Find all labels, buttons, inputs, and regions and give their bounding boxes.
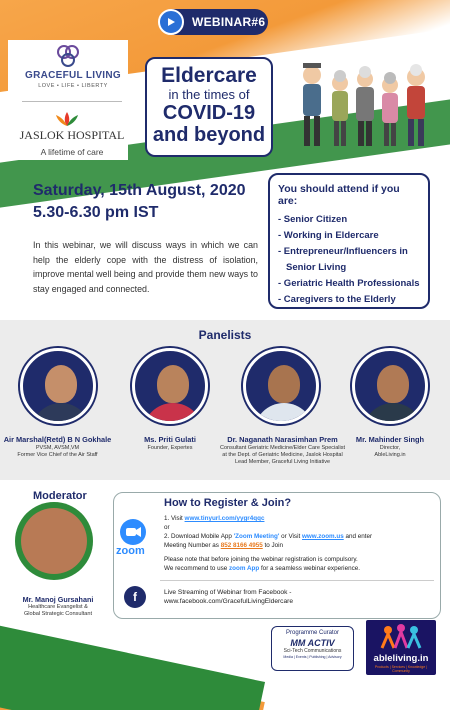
- ableliving-name: ableliving.in: [373, 653, 429, 664]
- attend-heading: You should attend if you are:: [278, 183, 400, 207]
- title-line-4: and beyond: [152, 124, 266, 146]
- panelist-desc: AbleLiving.in: [374, 452, 406, 458]
- curator-title: Programme Curator: [285, 630, 339, 636]
- zoom-app-name: zoom App: [228, 565, 260, 572]
- step-2-line: [164, 533, 372, 540]
- play-icon: [158, 9, 184, 35]
- registration-note: Please note that before joining the webinar registration is compulsory.: [164, 556, 358, 563]
- ableliving-tagline: Products | Services | Knowledge | Community: [374, 665, 428, 673]
- programme-curator-box: [271, 626, 354, 671]
- registration-heading: How to Register & Join?: [164, 497, 292, 509]
- title-line-1: Eldercare: [161, 64, 257, 87]
- step-1-line: [164, 515, 264, 522]
- panelist-desc: PVSM, AVSM,VM: [35, 445, 80, 451]
- webinar-label: WEBINAR#6: [192, 15, 266, 29]
- panelist-name: Dr. Naganath Narasimhan Prem: [227, 435, 338, 444]
- moderator-photo: [15, 502, 93, 580]
- curator-brand: MM ACTIV: [290, 638, 335, 648]
- moderator-desc: [8, 604, 108, 619]
- webinar-badge: [160, 9, 268, 35]
- moderator-desc-line: Global Strategic Consultant: [23, 611, 93, 618]
- title-line-3: COVID-19: [162, 102, 256, 124]
- moderator-desc-line: Healthcare Evangelist &: [28, 604, 88, 610]
- attend-item: Senior Living: [286, 262, 347, 273]
- panelists-heading: Panelists: [198, 328, 252, 342]
- meeting-number: 852 8166 4955: [220, 542, 263, 549]
- panelist-desc: Director,: [379, 445, 401, 451]
- attend-item: - Working in Eldercare: [278, 230, 379, 241]
- event-title-box: [145, 57, 273, 157]
- logo-divider: [22, 101, 122, 102]
- panelist-name: Air Marshal(Retd) B N Gokhale: [3, 435, 112, 444]
- note-text: for a seamless webinar experience.: [260, 565, 360, 572]
- event-date: Saturday, 15th August, 2020: [33, 182, 246, 199]
- graceful-living-tagline: LOVE • LIFE • LIBERTY: [38, 83, 108, 89]
- meeting-number-suffix: to Join: [264, 542, 284, 549]
- elderly-people-illustration: [290, 55, 440, 155]
- attend-item: - Senior Citizen: [278, 214, 348, 225]
- panelist-photo: [132, 348, 208, 424]
- panelist-photo: [243, 348, 319, 424]
- attend-item: - Entrepreneur/Influencers in: [278, 246, 408, 257]
- panelist-desc: at the Dept. of Geriatric Medicine, Jaslok Hospital: [222, 452, 343, 458]
- or-text: or: [164, 524, 170, 531]
- facebook-icon: f: [124, 586, 146, 608]
- who-should-attend-box: [268, 173, 430, 309]
- panelist-desc: Lead Member, Graceful Living Initiative: [234, 459, 331, 465]
- moderator-name: Mr. Manoj Gursahani: [22, 595, 94, 604]
- curator-subtitle: Sci-Tech Communications: [283, 648, 342, 654]
- panelist-desc: Former Vice Chief of the Air Staff: [17, 452, 98, 458]
- graceful-living-name: GRACEFUL LIVING: [25, 70, 121, 81]
- green-band-bottom: [0, 620, 265, 710]
- note-text: We recommend to use: [164, 565, 228, 572]
- event-description: In this webinar, we will discuss ways in which we can help the elderly cope with the distress of isolation, improve mental well being and provide them new ways to stay engaged and connected.: [33, 240, 258, 294]
- moderator-heading: Moderator: [33, 490, 87, 502]
- registration-divider: [160, 580, 434, 581]
- meeting-number-line: [164, 542, 283, 549]
- jaslok-hospital-name: JASLOK HOSPITAL: [19, 128, 125, 142]
- attend-item: - Caregivers to the Elderly: [278, 294, 396, 305]
- step-2-text: 2. Download Mobile App: [164, 533, 232, 540]
- facebook-streaming-text: Live Streaming of Webinar from Facebook -: [164, 589, 292, 596]
- tinyurl-link[interactable]: www.tinyurl.com/yygr4qqc: [184, 515, 265, 522]
- ableliving-figures-icon: [366, 620, 436, 654]
- zoom-logo-text: zoom: [116, 545, 145, 557]
- zoom-camera-icon: [120, 519, 146, 545]
- step-2-text: or Visit: [281, 533, 301, 540]
- attend-item: - Geriatric Health Professionals: [278, 278, 420, 289]
- panelist-desc: Consultant Geriatric Medicine/Elder Care Specialist: [219, 445, 346, 451]
- zoom-meeting-app-name: 'Zoom Meeting': [233, 533, 280, 540]
- curator-services: Media | Events | Publishing | Advisory: [283, 655, 342, 659]
- panelist-name: Mr. Mahinder Singh: [355, 435, 425, 444]
- graceful-living-logo-icon: [55, 45, 81, 67]
- jaslok-lotus-icon: [52, 110, 82, 128]
- step-1-text: 1. Visit: [164, 515, 183, 522]
- title-line-2: in the times of: [168, 87, 250, 102]
- step-2-text: and enter: [345, 533, 373, 540]
- panelist-name: Ms. Priti Gulati: [144, 435, 196, 444]
- event-time: 5.30-6.30 pm IST: [33, 204, 159, 221]
- zoom-app-note: [164, 565, 360, 572]
- panelist-photo: [20, 348, 96, 424]
- meeting-number-label: Meeting Number as: [164, 542, 219, 549]
- panelist-photo: [352, 348, 428, 424]
- panelist-desc: Founder, Expertes: [147, 445, 193, 451]
- facebook-page-link[interactable]: www.facebook.com/GracefulLivingEldercare: [164, 598, 294, 605]
- zoom-us-link[interactable]: www.zoom.us: [301, 533, 344, 540]
- jaslok-tagline: A lifetime of care: [40, 147, 104, 157]
